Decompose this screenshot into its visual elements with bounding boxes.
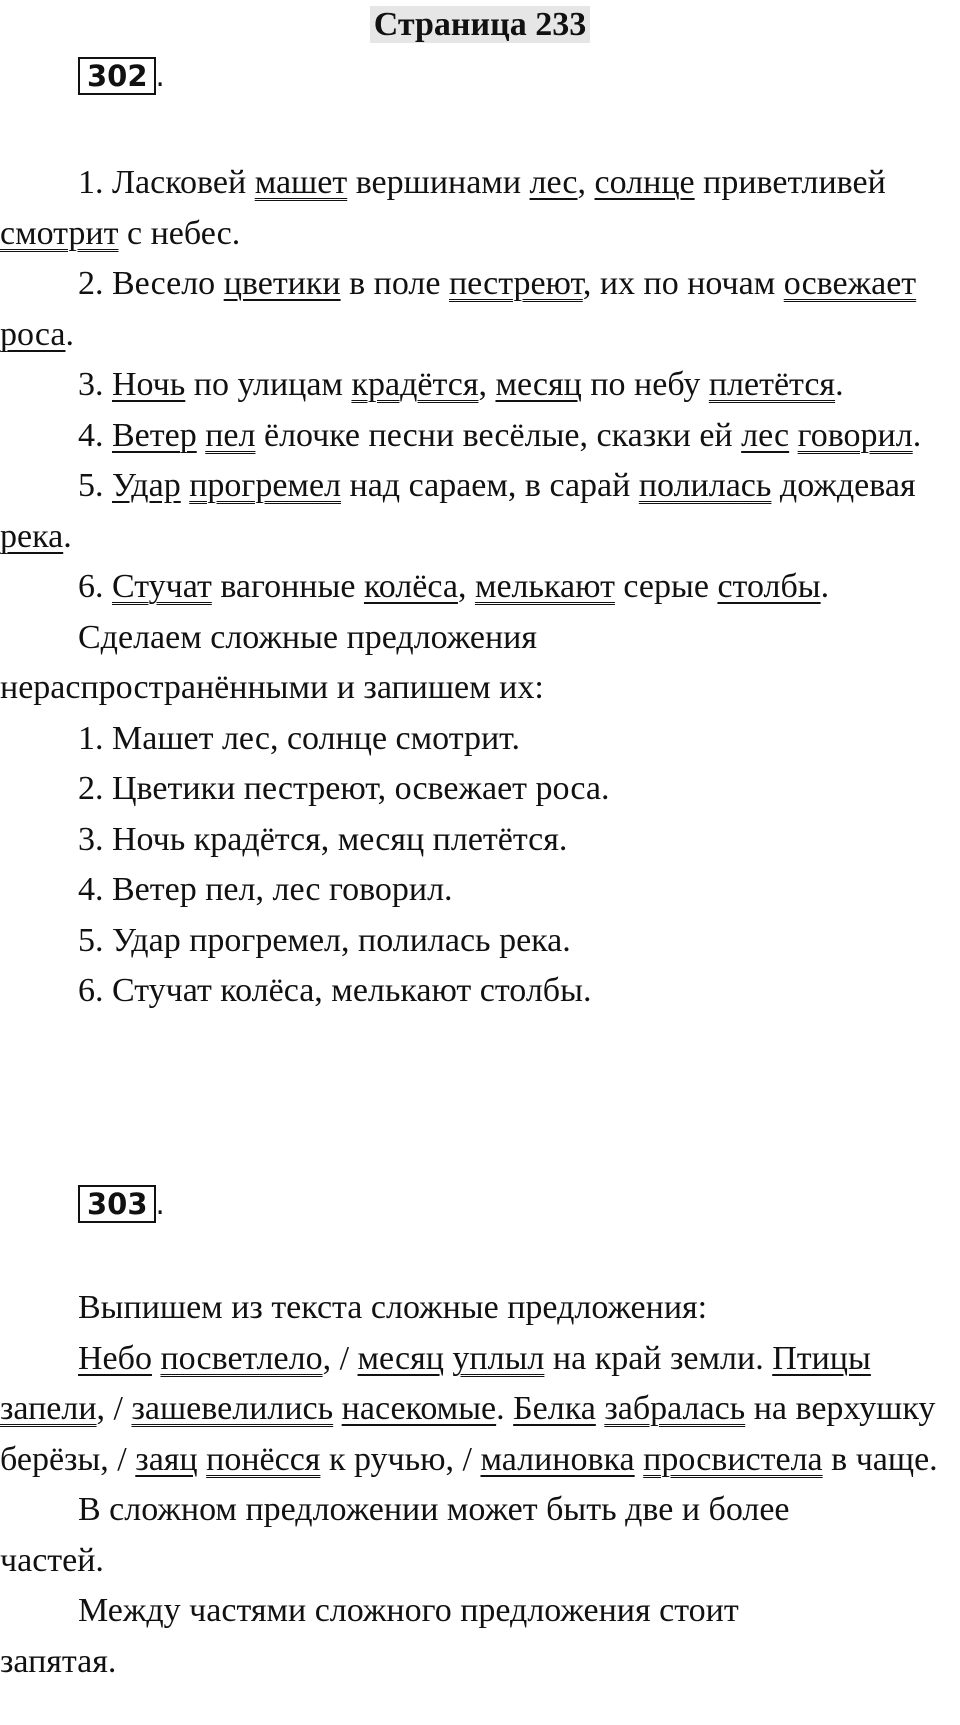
word: приветливей (694, 164, 886, 201)
sentence-number: 3. (78, 366, 112, 403)
separator: , / (96, 1390, 132, 1427)
predicate: запели (0, 1390, 97, 1427)
word: в чаще. (822, 1440, 938, 1478)
predicate: посветлело (160, 1339, 323, 1377)
exercise-number-dot: . (155, 59, 165, 93)
word: над сараем, в сарай (341, 467, 639, 504)
word: по небу (581, 366, 709, 403)
exercise-number-dot: . (155, 1187, 165, 1221)
page-title-text: Страница 233 (370, 6, 590, 43)
separator: , / (322, 1339, 358, 1377)
punct: . (63, 517, 72, 555)
sentence-number: 1. (78, 164, 112, 201)
exercise-302-body (0, 158, 960, 1017)
exercise-303-text (0, 1334, 960, 1486)
word: вагонные (211, 568, 364, 605)
predicate: понёсся (206, 1440, 321, 1478)
exercise-number-303 (78, 1185, 165, 1223)
subject: Птицы (772, 1339, 871, 1377)
list-item: 6. Стучат колёса, мелькают столбы. (78, 972, 592, 1009)
word: по улицам (185, 366, 352, 403)
subject: месяц (357, 1339, 444, 1377)
subject: солнце (594, 164, 695, 201)
predicate: зашевелились (131, 1390, 334, 1427)
exercise-number-302 (78, 57, 165, 95)
sentence-4 (0, 411, 960, 462)
predicate: пестреют (448, 265, 583, 302)
space (789, 417, 798, 454)
page-title (0, 2, 960, 48)
punct: , (577, 164, 595, 201)
list-item: 5. Удар прогремел, полилась река. (78, 921, 571, 959)
subject: Небо (78, 1339, 152, 1377)
subject: Удар (112, 467, 181, 504)
space (197, 417, 206, 454)
punct: . (496, 1390, 514, 1427)
punct: . (65, 315, 74, 353)
predicate: пел (205, 416, 256, 454)
sentence-3 (0, 360, 960, 411)
word: к ручью, / (320, 1440, 481, 1478)
predicate: просвистела (643, 1440, 823, 1478)
predicate: крадётся (351, 366, 479, 403)
exercise-number-box: 302 (78, 57, 156, 95)
subject: лес (741, 416, 790, 454)
subject: Ветер (112, 416, 197, 454)
space (333, 1390, 342, 1427)
predicate: машет (254, 164, 348, 201)
word: Весело (112, 265, 224, 302)
predicate: плетётся (708, 366, 836, 403)
subject: цветики (223, 265, 341, 302)
space (198, 1441, 207, 1478)
exercise-303-intro: Выпишем из текста сложные предложения: (78, 1289, 708, 1326)
exercise-302-intro: Сделаем сложные предложения нераспространёнными и запишем их: (0, 618, 544, 706)
sentence-number: 5. (78, 467, 112, 504)
subject: столбы (717, 568, 821, 605)
word: Ласковей (112, 164, 255, 201)
list-item: 3. Ночь крадётся, месяц плетётся. (78, 820, 568, 858)
word: с небес. (118, 214, 241, 252)
subject: Ночь (112, 366, 186, 403)
predicate: говорил (797, 416, 913, 454)
word: дождевая (771, 467, 916, 504)
word: на верхушку берёзы, / (0, 1390, 936, 1478)
subject: колёса (363, 568, 458, 605)
word: в поле (340, 265, 449, 302)
predicate: уплыл (452, 1339, 545, 1377)
list-item: 4. Ветер пел, лес говорил. (78, 871, 453, 908)
sentence-number: 4. (78, 416, 112, 454)
exercise-number-box: 303 (78, 1185, 156, 1223)
subject: Белка (513, 1390, 596, 1427)
punct: , (457, 568, 475, 605)
punct: . (835, 366, 844, 403)
word: ёлочке песни весёлые, сказки ей (255, 416, 742, 454)
punct: . (820, 568, 830, 605)
predicate: Стучат (112, 568, 212, 605)
sentence-5 (0, 461, 960, 562)
subject: заяц (135, 1440, 198, 1478)
predicate: смотрит (0, 214, 119, 252)
predicate: прогремел (189, 467, 342, 504)
word: вершинами (347, 164, 530, 201)
sentence-1 (0, 158, 960, 259)
sentence-number: 6. (78, 568, 112, 605)
punct: , (478, 366, 496, 403)
word: на край земли. (544, 1339, 773, 1377)
list-item: 1. Машет лес, солнце смотрит. (78, 719, 520, 757)
subject: насекомые (341, 1390, 497, 1427)
sentence-number: 2. (78, 265, 112, 302)
sentence-2 (0, 259, 960, 360)
subject: река (0, 517, 64, 555)
predicate: освежает (783, 265, 917, 302)
subject: лес (529, 164, 578, 201)
exercise-303-body (0, 1283, 960, 1687)
word: , их по ночам (582, 265, 784, 302)
rule-1: В сложном предложении может быть две и более частей. (0, 1491, 790, 1579)
space (635, 1441, 644, 1478)
punct: . (912, 416, 922, 454)
subject: малиновка (480, 1440, 635, 1478)
predicate: мелькают (474, 568, 615, 605)
word: серые (614, 568, 718, 605)
space (181, 467, 190, 504)
sentence-6 (0, 562, 960, 613)
rule-2: Между частями сложного предложения стоит запятая. (0, 1592, 739, 1680)
list-item: 2. Цветики пестреют, освежает роса. (78, 770, 610, 807)
subject: месяц (495, 366, 582, 403)
predicate: полилась (638, 467, 772, 504)
subject: роса (0, 315, 66, 353)
predicate: забралась (604, 1390, 746, 1427)
